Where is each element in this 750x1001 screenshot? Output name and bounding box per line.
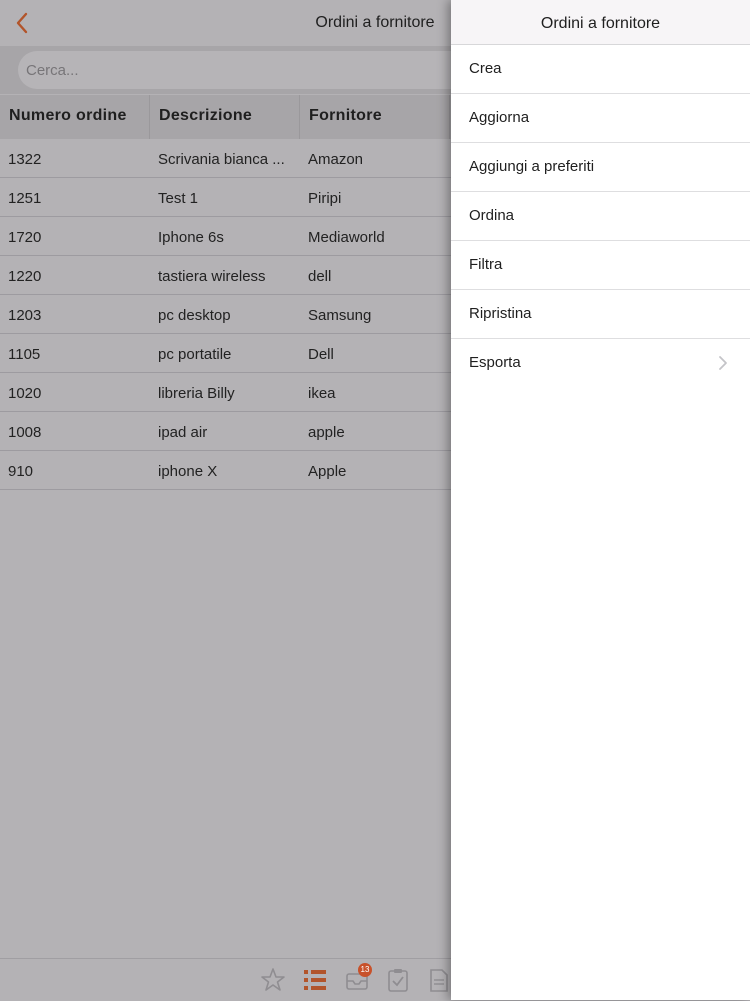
favorites-button[interactable] <box>260 967 286 993</box>
menu-item-label: Esporta <box>469 354 521 371</box>
side-menu-panel <box>451 0 750 1000</box>
cell-description: Scrivania bianca ... <box>158 151 285 168</box>
star-icon <box>260 967 286 993</box>
cell-supplier: dell <box>308 268 332 285</box>
cell-order-number: 910 <box>8 463 34 480</box>
cell-order-number: 1720 <box>8 229 42 246</box>
column-header-supplier[interactable]: Fornitore <box>300 95 450 139</box>
cell-description: ipad air <box>158 424 208 441</box>
cell-description: iphone X <box>158 463 218 480</box>
menu-item-export[interactable] <box>451 339 750 387</box>
menu-item-label: Ordina <box>469 207 515 224</box>
search-input[interactable] <box>18 51 478 89</box>
cell-supplier: ikea <box>308 385 336 402</box>
cell-supplier: Apple <box>308 463 347 480</box>
menu-item-filter[interactable] <box>451 241 750 290</box>
column-header-description[interactable]: Descrizione <box>150 95 300 139</box>
cell-description: libreria Billy <box>158 385 235 402</box>
menu-item-label: Crea <box>469 60 502 77</box>
menu-item-label: Aggiungi a preferiti <box>469 158 595 175</box>
cell-order-number: 1220 <box>8 268 42 285</box>
clipboard-check-icon <box>385 967 411 993</box>
list-view-button[interactable] <box>302 967 328 993</box>
menu-item-label: Ripristina <box>469 305 532 322</box>
cell-supplier: Dell <box>308 346 334 363</box>
column-header-order-number[interactable]: Numero ordine <box>0 95 150 139</box>
cell-description: pc portatile <box>158 346 232 363</box>
tasks-button[interactable] <box>385 967 411 993</box>
cell-supplier: Mediaworld <box>308 229 385 246</box>
cell-supplier: apple <box>308 424 345 441</box>
menu-item-reset[interactable] <box>451 290 750 339</box>
cell-order-number: 1008 <box>8 424 42 441</box>
chevron-right-icon <box>718 355 728 371</box>
cell-description: tastiera wireless <box>158 268 266 285</box>
cell-order-number: 1322 <box>8 151 42 168</box>
documents-button[interactable] <box>426 967 452 993</box>
inbox-button[interactable] <box>344 967 370 993</box>
cell-order-number: 1203 <box>8 307 42 324</box>
menu-item-create[interactable] <box>451 45 750 94</box>
document-icon <box>426 967 452 993</box>
cell-description: Test 1 <box>158 190 199 207</box>
cell-order-number: 1105 <box>8 346 41 363</box>
cell-description: Iphone 6s <box>158 229 224 246</box>
cell-supplier: Amazon <box>308 151 364 168</box>
page-title: Ordini a fornitore <box>315 14 435 31</box>
menu-item-label: Aggiorna <box>469 109 530 126</box>
cell-order-number: 1251 <box>8 190 42 207</box>
cell-supplier: Piripi <box>308 190 342 207</box>
cell-description: pc desktop <box>158 307 231 324</box>
notification-badge: 13 <box>358 963 372 977</box>
menu-item-label: Filtra <box>469 256 503 273</box>
menu-item-refresh[interactable] <box>451 94 750 143</box>
list-icon <box>302 967 328 993</box>
menu-item-add-favorites[interactable] <box>451 143 750 192</box>
menu-title: Ordini a fornitore <box>451 0 750 45</box>
menu-item-sort[interactable] <box>451 192 750 241</box>
cell-supplier: Samsung <box>308 307 372 324</box>
cell-order-number: 1020 <box>8 385 42 402</box>
